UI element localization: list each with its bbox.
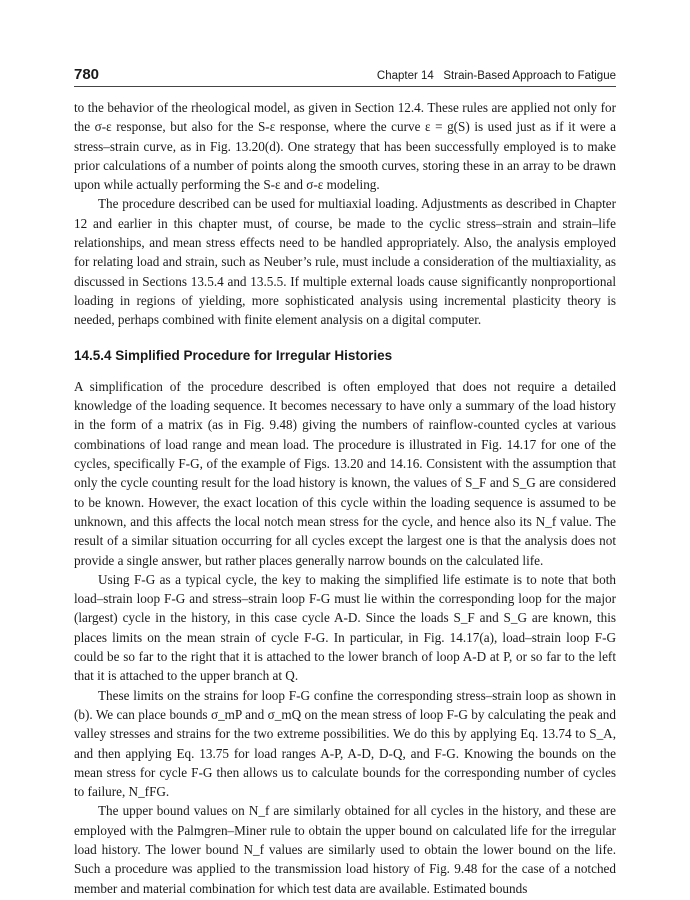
paragraph: The procedure described can be used for multiaxial loading. Adjustments as described in Chapter 12 and earlier in this chapter must, of course, be made to the cyclic stress–strain and strain–life relationships, and mean stress effects need to be handled appropriately. Also, the analysis employed for relating load and strain, such as Neuber’s rule, must include a consideration of the multiaxiality, as discussed in Sections 13.5.4 and 13.5.5. If multiple external loads cause significantly nonproportional loading in regions of yielding, more sophisticated analysis using incremental plasticity theory is needed, perhaps combined with finite element analysis on a digital computer. [74, 196, 616, 328]
page-number: 780 [74, 66, 100, 83]
paragraph: to the behavior of the rheological model, as given in Section 12.4. These rules are applied not only for the σ-ε response, but also for the S-ε response, where the curve ε = g(S) is used just as if it were a stress–strain curve, as in Fig. 13.20(d). One strategy that has been successfully employed is to make prior calculations of a number of points along the smooth curves, storing these in an array to be drawn upon while actually performing the S-ε and σ-ε modeling. [74, 100, 616, 193]
paragraph: The upper bound values on N_f are similarly obtained for all cycles in the history, and these are employed with the Palmgren–Miner rule to obtain the upper bound on calculated life for the irregular load history. The lower bound N_f values are similarly used to obtain the lower bound on the life. Such a procedure was applied to the transmission load history of Fig. 9.48 for the case of a notched member and material combination for which test data are available. Estimated bounds [74, 803, 616, 896]
page-body [74, 98, 616, 898]
page-header [74, 66, 616, 83]
running-title: Chapter 14 Strain-Based Approach to Fatigue [376, 70, 616, 82]
paragraph: A simplification of the procedure described is often employed that does not require a detailed knowledge of the loading sequence. It becomes necessary to have only a summary of the load history in the form of a matrix (as in Fig. 9.48) giving the numbers of rainflow-counted cycles at various combinations of load range and mean load. The procedure is illustrated in Fig. 14.17 for one of the cycles, specifically F-G, of the example of Figs. 13.20 and 14.16. Consistent with the assumption that only the cycle counting result for the load history is known, the values of S_F and S_G are considered to be known. However, the exact location of this cycle within the loading sequence is assumed to be unknown, and this affects the local notch mean stress for the cycle, and hence also its N_f value. The result of a similar situation occurring for all cycles except the largest one is that the analysis does not provide a single answer, but rather places generally narrow bounds on the calculated life. [74, 378, 616, 568]
section-heading: 14.5.4 Simplified Procedure for Irregular Histories [74, 347, 393, 363]
paragraph: Using F-G as a typical cycle, the key to making the simplified life estimate is to note that both load–strain loop F-G and stress–strain loop F-G must lie within the corresponding loop for the major (largest) cycle in the history, in this case cycle A-D. Since the loads S_F and S_G are known, this places limits on the mean strain of cycle F-G. In particular, in Fig. 14.17(a), load–strain loop F-G could be so far to the right that it is attached to the lower branch of loop A-D at P, or so far to the left that it is attached to the upper branch at Q. [74, 571, 616, 684]
paragraph: These limits on the strains for loop F-G confine the corresponding stress–strain loop as shown in (b). We can place bounds σ_mP and σ_mQ on the mean stress of loop F-G by calculating the peak and valley stresses and strains for the two extreme possibilities. We do this by applying Eq. 13.74 to S_A, and then applying Eq. 13.75 for load ranges A-P, A-D, D-Q, and F-G. Knowing the bounds on the mean stress for cycle F-G then allows us to calculate bounds for the corresponding number of cycles to failure, N_fFG. [74, 687, 616, 800]
header-rule [74, 86, 616, 87]
